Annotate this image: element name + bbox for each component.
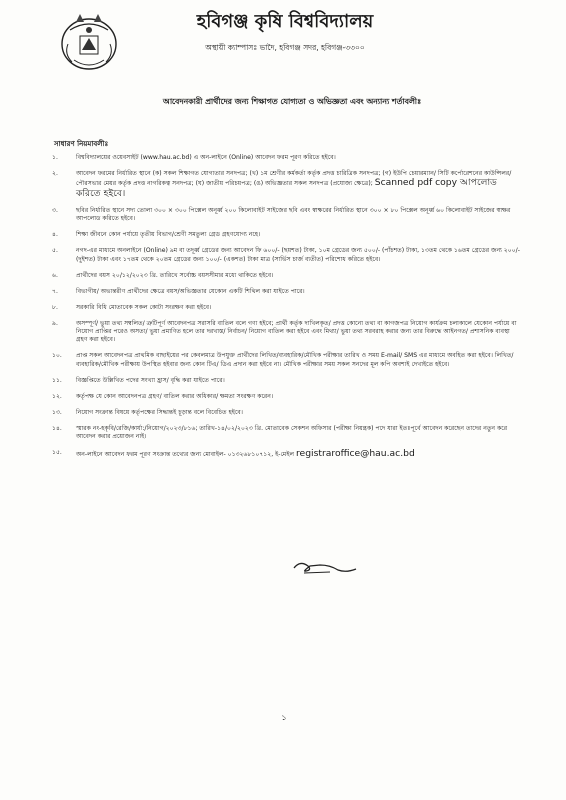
rule-text: অসম্পূর্ণ/ ভুয়া তথ্য সম্বলিত/ ত্রুটিপূর্ণ আবেদনপত্র সরাসরি বাতিল বলে গণ্য হইবে; প্রার্থী কর্তৃক দাখিলকৃত/ প্রদত্ত কোনো তথ্য বা কাগজপত্র নিয়োগ কার্যক্রম চলাকালে যেকোন পর্যায়ে বা নিয়োগ প্রাপ্তির পরেও অসত্য/ ভুয়া প্রমাণিত হলে তার দরখাস্ত/ নির্বাচন/ নিয়োগ বাতিল করা হইবে এবং মিথ্যা/ ভুয়া তথ্য সরবরাহ করার জন্য তার বিরুদ্ধে আইনগত/ প্রশাসনিক ব্যবস্থা গ্রহণ করা হইবে। [76, 319, 517, 344]
rule-item [52, 247, 520, 264]
email-address: registraroffice@hau.ac.bd [295, 448, 415, 460]
rule-number: ১৫. [52, 449, 62, 457]
rule-item [52, 154, 520, 162]
page-heading: আবেদনকারী প্রার্থীদের জন্য শিক্ষাগত যোগ্যতা ও অভিজ্ঞতা এবং অন্যান্য শর্তাবলীঃ [162, 97, 422, 106]
university-name: হবিগঞ্জ কৃষি বিশ্ববিদ্যালয় [196, 11, 374, 32]
rule-item [52, 449, 520, 459]
rule-item [52, 231, 520, 239]
rule-text: বিজ্ঞপ্তিতে উল্লিখিত পদের সংখ্যা হ্রাস/ বৃদ্ধি করা যাইতে পারে। [76, 376, 225, 384]
rule-number: ৮. [52, 303, 58, 311]
rule-number: ১. [52, 154, 58, 161]
rule-number: ১১. [52, 376, 62, 384]
rule-text: আবেদন ফরমের নির্ধারিত স্থানে (ক) সকল শিক্ষাগত যোগ্যতার সনদপত্র; (খ) ১ম শ্রেণীর কর্মকর্তা কর্তৃক প্রদত্ত চারিত্রিক সনদপত্র; (গ) ইউপি চেয়ারম্যান/ সিটি কর্পোরেশনের কাউন্সিলর/পৌরসভার মেয়র কর্তৃক প্রদত্ত নাগরিকত্ব সনদপত্র; (ঘ) জাতীয় পরিচয়পত্র; (ঙ) অভিজ্ঞতার সকল সনদপত্র (প্রযোজ্য ক্ষেত্রে); Scanned pdf copy আপলোড করিতে হইবে। [76, 170, 512, 199]
rule-number: ৬. [52, 271, 58, 279]
rule-number: ৫. [52, 247, 58, 255]
rule-number: ৩. [52, 206, 58, 214]
rule-text: বিশ্ববিদ্যালয়ের ওয়েবসাইট (www.hau.ac.bd) এ অন-লাইনে (Online) আবেদন ফরম পূরণ করিতে হইবে। [76, 154, 336, 161]
university-logo-icon [58, 10, 120, 72]
rule-text: স্মারক নং-হকৃবি/রেজি/কার্যা:/নিয়োগ/২০২৩/৮১৬; তারিখ-১৪/০২/২০২৩ খ্রি. মোতাবেক সেকশন অফিসার (পরীক্ষা নিয়ন্ত্রক) পদে যারা ইতঃপূর্বে আবেদন করেছেন তাদের নতুন করে আবেদন করার প্রয়োজন নাই। [76, 424, 508, 441]
rule-text: নিয়োগ সংক্রান্ত বিষয়ে কর্তৃপক্ষের সিদ্ধান্তই চূড়ান্ত বলে বিবেচিত হইবে। [76, 408, 243, 416]
rule-number: ২. [52, 170, 58, 177]
rule-text: ছবির নির্ধারিত স্থানে সদ্য তোলা ৩০০ × ৩০০ পিক্সেল অনূর্ধ্ব ২০০ কিলোবাইট সাইজের ছবি এবং স্বাক্ষরের নির্ধারিত স্থানে ৩০০ × ৮০ পিক্সেল অনূর্ধ্ব ৬০ কিলোবাইট সাইজের স্বাক্ষর আপলোড করিতে হইবে। [76, 206, 511, 223]
rule-item [52, 352, 520, 369]
rule-item [52, 207, 520, 224]
rule-item [52, 425, 520, 442]
rule-text-tail: Scanned pdf copy আপলোড করিতে হইবে। [76, 177, 497, 199]
section-title: সাধারণ নিয়মাবলীঃ [54, 140, 109, 148]
rule-number: ১৪. [52, 424, 62, 432]
rule-item [52, 170, 520, 199]
rule-item [52, 377, 520, 385]
rule-item [52, 304, 520, 312]
signature-icon [290, 556, 360, 576]
rule-number: ১৩. [52, 408, 62, 416]
rule-text: অন-লাইনে আবেদন ফরম পূরণ সংক্রান্ত তথ্যের জন্য মোবাইল- ০১৩২৬৮১০৭১২, ই-মেইল registraroffice@hau.ac.bd [76, 448, 415, 460]
university-address: অস্থায়ী ক্যাম্পাসঃ ভাদৈ, হবিগঞ্জ সদর, হবিগঞ্জ-৩৩০০ [205, 43, 365, 52]
rule-text: প্রাপ্ত সকল আবেদনপত্র প্রাথমিক বাছাইয়ের পর কেবলমাত্র উপযুক্ত প্রার্থীদের লিখিত/ব্যবহারিক/মৌখিক পরীক্ষার তারিখ ও সময় E-mail/ SMS এর মাধ্যমে অবহিত করা হইবে। লিখিত/ব্যবহারিক/মৌখিক পরীক্ষায় উপস্থিত হইবার জন্য কোন টিএ/ ডিএ প্রদান করা হইবে না। মৌখিক পরীক্ষার সময় সকল সনদের মূল কপি অবশ্যই দেখাইতে হইবে। [76, 352, 514, 368]
rule-text: কর্তৃপক্ষ যে কোন আবেদনপত্র গ্রহণ/ বাতিল করার অধিকার/ ক্ষমতা সংরক্ষণ করেন। [76, 392, 274, 400]
rule-text: নগদ-এর মাধ্যমে অনলাইনে (Online) ৯ম বা তদূর্ধ্ব গ্রেডের জন্য আবেদন ফি ৬০০/- (ছয়শত) টাকা, ১০ম গ্রেডের জন্য ৫০০/- (পাঁচশত) টাকা, ১৩তম থেকে ১৬তম গ্রেডের জন্য ২০০/- (দুইশত) টাকা এবং ১৭তম থেকে ২০তম গ্রেডের জন্য ১০০/- (একশত) টাকা মাত্র (সার্ভিস চার্জ ব্যতীত) পরিশোধ করিতে হইবে। [76, 247, 520, 263]
rule-text: প্রার্থীদের বয়স ২০/১২/২০২৩ খ্রি. তারিখে সর্বোচ্চ বয়সসীমার মধ্যে থাকিতে হইবে। [76, 271, 274, 279]
rule-item [52, 393, 520, 401]
rule-number: ৯. [52, 319, 58, 327]
rule-item [52, 288, 520, 296]
page-number: ১ [281, 713, 287, 722]
rule-item [52, 320, 520, 345]
rule-text: সরকারি বিধি মোতাবেক সকল কোটা সংরক্ষণ করা হইবে। [76, 303, 212, 311]
rule-text: বিভাগীয়/ অভ্যন্তরীণ প্রার্থীদের ক্ষেত্রে বয়স/অভিজ্ঞতার যেকোন একটি শিথিল করা যাইতে পারে। [76, 287, 305, 295]
rules-list [52, 154, 520, 467]
rule-number: ৭. [52, 287, 58, 295]
rule-number: ১২. [52, 392, 62, 400]
rule-text: শিক্ষা জীবনে কোন পর্যায়ে তৃতীয় বিভাগ/শ্রেণী সমতুল্য গ্রেড গ্রহণযোগ্য নহে। [76, 231, 261, 239]
rule-item [52, 409, 520, 417]
rule-number: ১০. [52, 352, 62, 360]
rule-item [52, 272, 520, 280]
rule-number: ৪. [52, 231, 58, 239]
